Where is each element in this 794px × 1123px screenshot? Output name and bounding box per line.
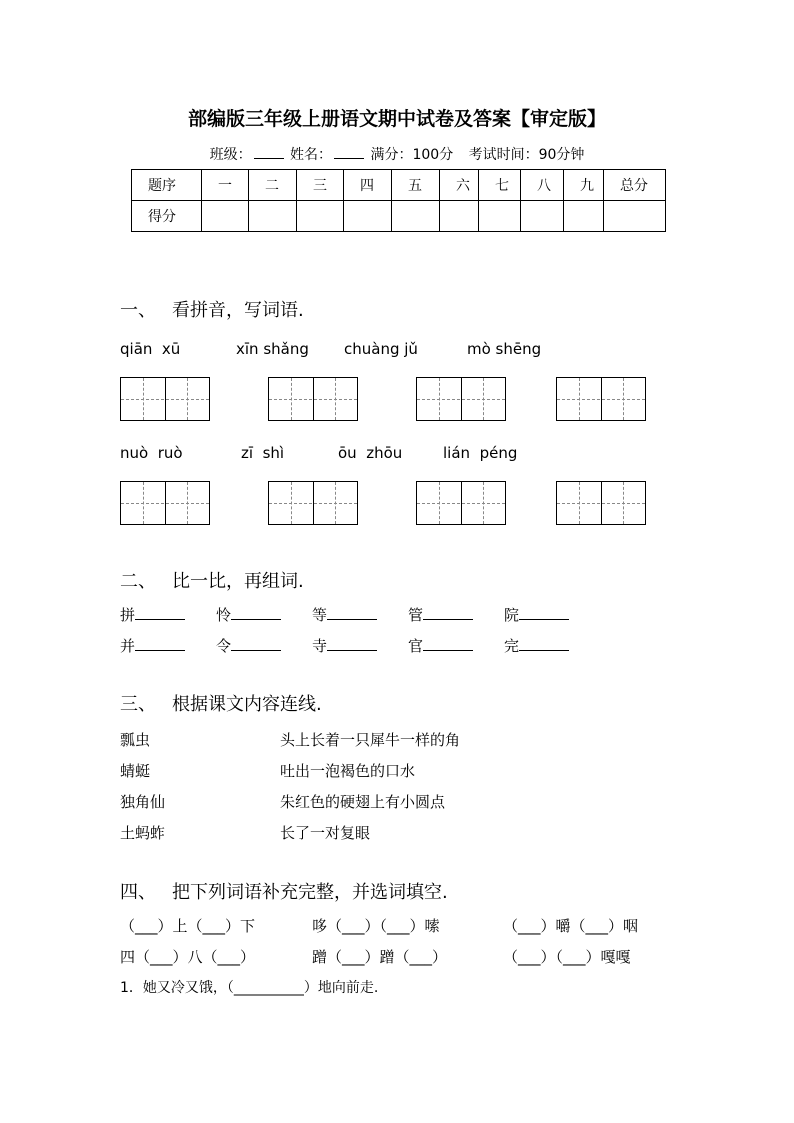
section-title: 把下列词语补充完整，并选词填空. [172, 882, 448, 903]
header-cell: 二 [249, 170, 297, 201]
full-score: 满分：100分 [370, 147, 454, 163]
header-cell: 三 [297, 170, 344, 201]
score-cell[interactable] [297, 201, 344, 232]
writing-grid[interactable] [120, 377, 210, 421]
match-left[interactable]: 独角仙 [120, 793, 166, 811]
section-number: 三、 [120, 694, 156, 715]
score-cell[interactable] [564, 201, 604, 232]
score-cell[interactable] [202, 201, 249, 232]
score-cell[interactable] [521, 201, 564, 232]
score-cell[interactable] [440, 201, 479, 232]
match-right[interactable]: 头上长着一只犀牛一样的角 [280, 731, 461, 749]
writing-grid[interactable] [416, 377, 506, 421]
pinyin: nuò ruò [120, 444, 183, 462]
writing-grid[interactable] [268, 481, 358, 525]
score-table [131, 169, 666, 232]
writing-grid[interactable] [556, 377, 646, 421]
match-left[interactable]: 瓢虫 [120, 731, 151, 749]
compare-item[interactable]: 并 [120, 635, 185, 656]
pinyin: xīn shǎng [236, 340, 309, 358]
fill-item[interactable]: 蹭（___）蹭（___） [312, 948, 448, 966]
score-cell[interactable] [344, 201, 392, 232]
writing-grid[interactable] [556, 481, 646, 525]
writing-grid[interactable] [416, 481, 506, 525]
compare-item[interactable]: 官 [408, 635, 473, 656]
header-cell: 六 [440, 170, 479, 201]
class-label: 班级： [209, 147, 252, 163]
question-1[interactable]: 1．她又冷又饿，（__________）地向前走. [120, 980, 379, 996]
section-title: 根据课文内容连线. [172, 694, 322, 715]
compare-item[interactable]: 管 [408, 604, 473, 625]
compare-item[interactable]: 寺 [312, 635, 377, 656]
section-title: 看拼音，写词语. [172, 300, 304, 321]
header-cell: 五 [392, 170, 440, 201]
score-header-row [132, 170, 666, 201]
section-number: 一、 [120, 300, 156, 321]
header-cell: 题序 [132, 170, 202, 201]
fill-item[interactable]: （___）嚼（___）咽 [503, 917, 639, 935]
section3-heading [120, 690, 322, 716]
pinyin: mò shēng [467, 340, 542, 358]
score-cell[interactable] [392, 201, 440, 232]
header-cell: 四 [344, 170, 392, 201]
fill-item[interactable]: （___）上（___）下 [120, 917, 256, 935]
compare-item[interactable]: 令 [216, 635, 281, 656]
section-number: 二、 [120, 571, 156, 592]
section-title: 比一比，再组词. [172, 571, 304, 592]
score-cell[interactable] [249, 201, 297, 232]
pinyin: qiān xū [120, 340, 181, 358]
fill-item[interactable]: （___）（___）嘎嘎 [503, 948, 631, 966]
section2-heading [120, 567, 304, 593]
page-title: 部编版三年级上册语文期中试卷及答案【审定版】 [187, 108, 606, 130]
pinyin: zī shì [241, 444, 285, 462]
writing-grid[interactable] [268, 377, 358, 421]
compare-item[interactable]: 院 [504, 604, 569, 625]
exam-info [0, 144, 794, 164]
fill-item[interactable]: 哆（___）（___）嗦 [312, 917, 440, 935]
header-cell: 九 [564, 170, 604, 201]
exam-time: 考试时间：90分钟 [468, 147, 585, 163]
match-left[interactable]: 土蚂蚱 [120, 824, 166, 842]
pinyin: ōu zhōu [338, 444, 403, 462]
compare-item[interactable]: 等 [312, 604, 377, 625]
compare-item[interactable]: 怜 [216, 604, 281, 625]
section4-heading [120, 878, 448, 904]
header-cell: 八 [521, 170, 564, 201]
row-label: 得分 [132, 201, 202, 232]
score-value-row [132, 201, 666, 232]
writing-grid[interactable] [120, 481, 210, 525]
compare-item[interactable]: 拼 [120, 604, 185, 625]
pinyin: chuàng jǔ [344, 340, 418, 358]
score-cell[interactable] [479, 201, 521, 232]
match-right[interactable]: 吐出一泡褐色的口水 [280, 762, 416, 780]
name-label: 姓名： [290, 147, 333, 163]
section-number: 四、 [120, 882, 156, 903]
fill-item[interactable]: 四（___）八（___） [120, 948, 256, 966]
score-cell[interactable] [604, 201, 666, 232]
header-cell: 一 [202, 170, 249, 201]
class-blank[interactable] [254, 146, 284, 159]
section1-heading [120, 296, 304, 322]
pinyin: lián péng [443, 444, 518, 462]
match-right[interactable]: 长了一对复眼 [280, 824, 371, 842]
name-blank[interactable] [334, 146, 364, 159]
header-cell: 总分 [604, 170, 666, 201]
match-left[interactable]: 蜻蜓 [120, 762, 151, 780]
compare-item[interactable]: 完 [504, 635, 569, 656]
header-cell: 七 [479, 170, 521, 201]
match-right[interactable]: 朱红色的硬翅上有小圆点 [280, 793, 446, 811]
